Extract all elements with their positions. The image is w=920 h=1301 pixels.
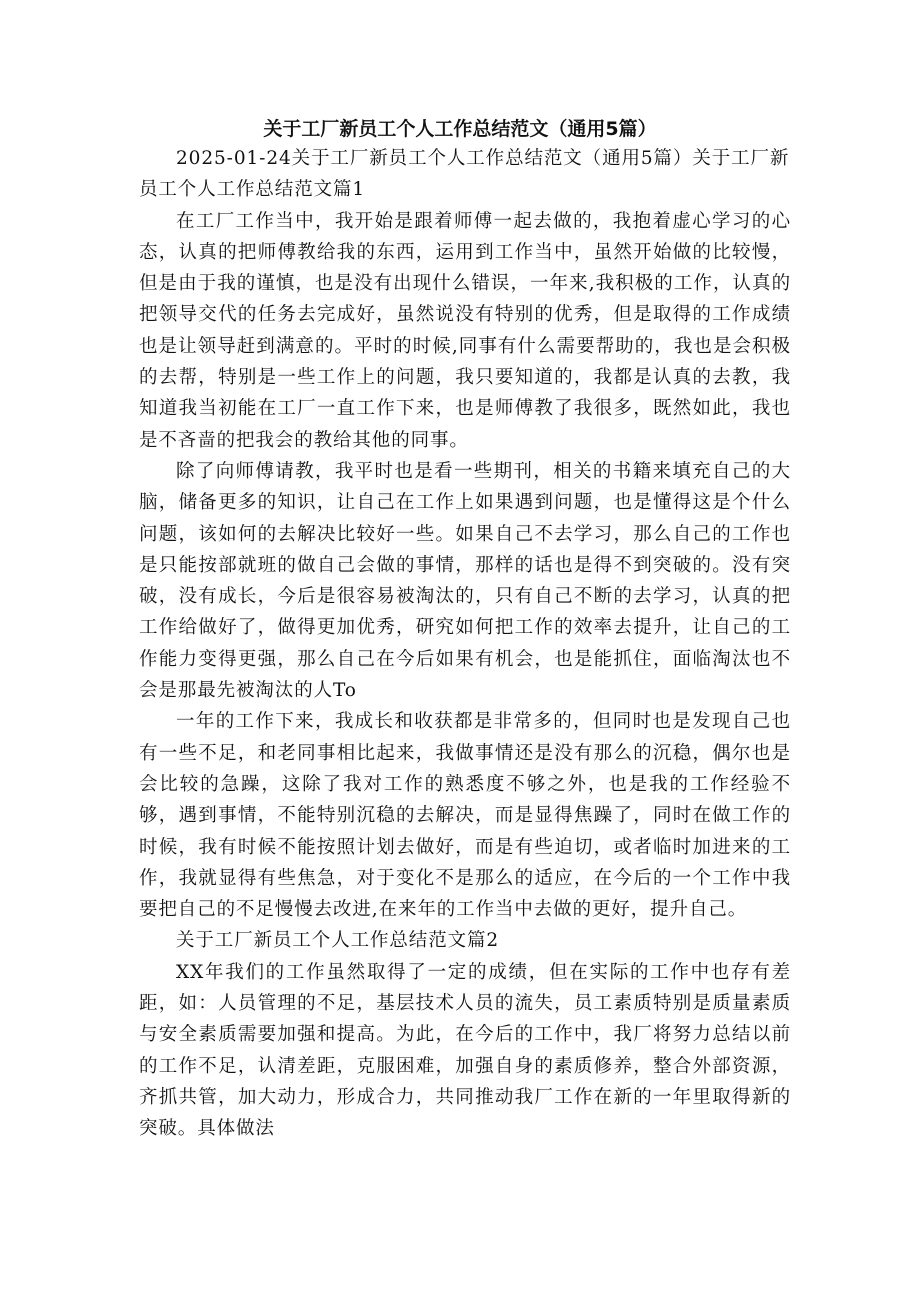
document-title: 关于工厂新员工个人工作总结范文（通用5篇） bbox=[263, 118, 657, 140]
section-heading: 关于工厂新员工个人工作总结范文篇2 bbox=[176, 930, 500, 952]
paragraph: 一年的工作下来，我成长和收获都是非常多的，但同时也是发现自己也有一些不足，和老同事相比起来，我做事情还是没有那么的沉稳，偶尔也是会比较的急躁，这除了我对工作的熟悉度不够之外，也是我的工作经验不够，遇到事情，不能特别沉稳的去解决，而是显得焦躁了，同时在做工作的时候，我有时候不能按照计划去做好，而是有些迫切，或者临时加进来的工作，我就显得有些焦急，对于变化不是那么的适应，在今后的一个工作中我要把自己的不足慢慢去改进,在来年的工作当中去做的更好，提升自己。 bbox=[139, 711, 791, 921]
document-body bbox=[139, 143, 791, 1145]
paragraph-date-heading: 2025-01-24关于工厂新员工个人工作总结范文（通用5篇）关于工厂新员工个人工作总结范文篇1 bbox=[139, 148, 790, 201]
paragraph: XX年我们的工作虽然取得了一定的成绩，但在实际的工作中也存有差距，如：人员管理的不足，基层技术人员的流失，员工素质特别是质量素质与安全素质需要加强和提高。为此，在今后的工作中，我厂将努力总结以前的工作不足，认清差距，克服困难，加强自身的素质修养，整合外部资源，齐抓共管，加大动力，形成合力，共同推动我厂工作在新的一年里取得新的突破。具体做法 bbox=[139, 961, 791, 1140]
paragraph: 在工厂工作当中，我开始是跟着师傅一起去做的，我抱着虚心学习的心态，认真的把师傅教给我的东西，运用到工作当中，虽然开始做的比较慢，但是由于我的谨慎，也是没有出现什么错误，一年来,我积极的工作，认真的把领导交代的任务去完成好，虽然说没有特别的优秀，但是取得的工作成绩也是让领导赶到满意的。平时的时候,同事有什么需要帮助的，我也是会积极的去帮，特别是一些工作上的问题，我只要知道的，我都是认真的去教，我知道我当初能在工厂一直工作下来，也是师傅教了我很多，既然如此，我也是不吝啬的把我会的教给其他的同事。 bbox=[139, 210, 791, 451]
paragraph: 除了向师傅请教，我平时也是看一些期刊，相关的书籍来填充自己的大脑，储备更多的知识，让自己在工作上如果遇到问题，也是懂得这是个什么问题，该如何的去解决比较好一些。如果自己不去学习，那么自己的工作也是只能按部就班的做自己会做的事情，那样的话也是得不到突破的。没有突破，没有成长，今后是很容易被淘汰的，只有自己不断的去学习，认真的把工作给做好了，做得更加优秀，研究如何把工作的效率去提升，让自己的工作能力变得更强，那么自己在今后如果有机会，也是能抓住，面临淘汰也不会是那最先被淘汰的人To bbox=[139, 460, 791, 702]
